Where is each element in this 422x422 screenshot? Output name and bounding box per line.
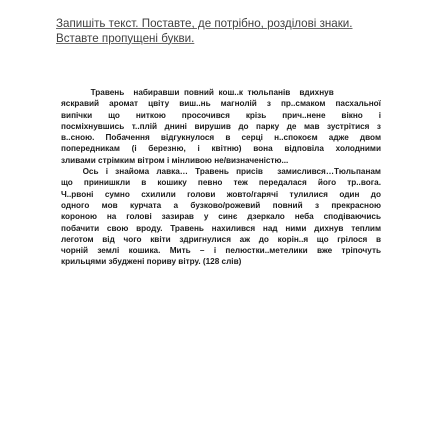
task-instruction [56,17,386,46]
text-line: що принишкли в кошику певно теж передалася його тр..вога. [61,178,381,188]
exercise-text [61,87,381,268]
text-line: зливами стрімким вітром і мінливою не/визначеністю... [61,155,289,165]
text-line-final [61,256,381,267]
text-line: Травень набиравши повний кош..к тюльпанів вдихнув [61,88,334,97]
text-line: в..сною. Побачення відгукнулося в серці н..спокоєм адже двом [61,133,381,143]
instruction-line-2: Вставте пропущені букви. [56,31,195,45]
text-line: короною на голові зазирав у синє дзеркало неба сподіваючись [61,212,381,222]
text-line-final-content: крильцями збуджені пориву вітру. [61,257,201,267]
text-line: посміхнувшись т..плій днині вирушив до парку де мав зустрітися з [61,121,381,131]
text-line: попередникам (і березню, і квітню) вона відповіла холодними [61,144,381,154]
text-line: випічки що ниткою просочився крізь прич..нене вікно і [61,110,381,120]
word-count: (128 слів) [202,257,242,267]
instruction-line-1: Запишіть текст. Поставте, де потрібно, розділові знаки. [56,17,353,30]
text-line: Ось і знайома лавка… Травень присів замислився…Тюльпанам [61,167,381,177]
text-line: Ч..рвоні сумно схилили голови жовто/гарячі тулилися один до [61,189,381,199]
text-line: чорній землі кошика. Мить – і пелюстки..метелики вже тріпочуть [61,246,381,256]
text-line: яскравий аромат цвіту виш..нь магнолій з пр..смаком пасхальної [61,99,381,109]
text-line: одного мов курчата а бузково/рожевий повний з прекрасною [61,200,381,210]
text-line: побачити свою вроду. Травень нахилився над ними дихнув теплим [61,223,381,233]
text-line: леготом від чого квіти здригнулися аж до корін..я що грілося в [61,234,381,244]
